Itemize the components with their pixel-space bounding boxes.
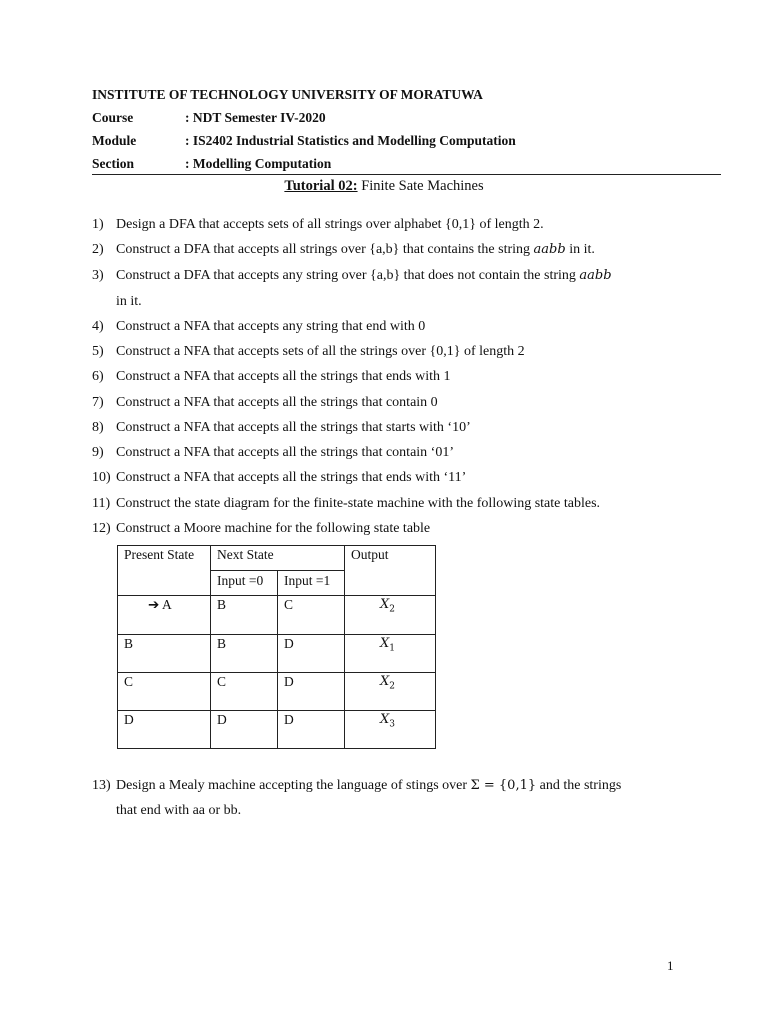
question-text: Design a Mealy machine accepting the language of stings over Σ = {0,1} and the strings — [116, 778, 622, 793]
question-3-continuation: in it. — [116, 294, 142, 309]
output-cell: $X_3$ — [345, 711, 436, 749]
module-value: : IS2402 Industrial Statistics and Modelling Computation — [185, 133, 516, 148]
table-row — [118, 635, 436, 673]
question-text: Construct a NFA that accepts all the strings that starts with ‘10’ — [116, 420, 471, 435]
output-cell: $X_2$ — [345, 596, 436, 635]
question-text: Construct a DFA that accepts any string over {a,b} that does not contain the string aabb — [116, 268, 612, 283]
state-cell: B — [118, 635, 211, 673]
header-present-state: Present State — [118, 546, 211, 596]
state-cell: C — [118, 673, 211, 711]
next-state-input-0: D — [211, 711, 278, 749]
state-cell: ➔ A — [118, 596, 211, 635]
math-string: aabb — [533, 242, 566, 257]
question-text: Construct a NFA that accepts all the strings that contain ‘01’ — [116, 445, 454, 460]
question-text: Construct a DFA that accepts all strings over {a,b} that contains the string aabb in it. — [116, 242, 595, 257]
question-1 — [0, 217, 768, 237]
section-label: Section — [92, 156, 134, 171]
question-number: 12) — [92, 521, 111, 536]
tutorial-number: Tutorial 02: — [284, 178, 358, 194]
state-cell: D — [118, 711, 211, 749]
question-10 — [0, 470, 768, 490]
question-number: 4) — [92, 319, 104, 334]
table-row — [118, 711, 436, 749]
question-number: 7) — [92, 395, 104, 410]
question-13 — [0, 778, 768, 798]
next-state-input-0: B — [211, 596, 278, 635]
question-text: Design a DFA that accepts sets of all strings over alphabet {0,1} of length 2. — [116, 217, 544, 232]
question-number: 11) — [92, 496, 111, 511]
question-12 — [0, 521, 768, 541]
question-text: Construct the state diagram for the finite-state machine with the following state tables. — [116, 496, 601, 511]
question-9 — [0, 445, 768, 465]
state-table — [117, 545, 436, 749]
next-state-input-0: B — [211, 635, 278, 673]
page-number: 1 — [667, 958, 674, 973]
question-6 — [0, 369, 768, 389]
question-text: Construct a NFA that accepts all the strings that ends with 1 — [116, 369, 451, 384]
next-state-input-1: D — [278, 673, 345, 711]
output-cell: $X_2$ — [345, 673, 436, 711]
question-13-continuation: that end with aa or bb. — [116, 803, 242, 818]
math-sigma: Σ = {0,1} — [470, 778, 537, 793]
question-number: 6) — [92, 369, 104, 384]
institute-heading: INSTITUTE OF TECHNOLOGY UNIVERSITY OF MORATUWA — [92, 87, 483, 102]
question-number: 8) — [92, 420, 104, 435]
table-row — [118, 673, 436, 711]
header-input-0: Input =0 — [211, 571, 278, 596]
section-value: : Modelling Computation — [185, 156, 332, 171]
question-number: 1) — [92, 217, 104, 232]
start-arrow-icon: ➔ — [148, 597, 160, 613]
table-row — [118, 596, 436, 635]
module-label: Module — [92, 133, 137, 148]
question-8 — [0, 420, 768, 440]
question-7 — [0, 395, 768, 415]
question-11 — [0, 496, 768, 516]
question-number: 9) — [92, 445, 104, 460]
question-number: 3) — [92, 268, 104, 283]
question-text: Construct a NFA that accepts sets of all the strings over {0,1} of length 2 — [116, 344, 525, 359]
header-divider — [92, 174, 721, 175]
question-4 — [0, 319, 768, 339]
question-2 — [0, 242, 768, 262]
course-value: : NDT Semester IV-2020 — [185, 110, 326, 125]
next-state-input-1: D — [278, 635, 345, 673]
output-cell: $X_1$ — [345, 635, 436, 673]
header-input-1: Input =1 — [278, 571, 345, 596]
question-number: 2) — [92, 242, 104, 257]
header-output: Output — [345, 546, 436, 596]
next-state-input-0: C — [211, 673, 278, 711]
question-number: 5) — [92, 344, 104, 359]
question-text: Construct a Moore machine for the following state table — [116, 521, 431, 536]
question-number: 13) — [92, 778, 111, 793]
question-3 — [0, 268, 768, 288]
header-next-state: Next State — [211, 546, 345, 571]
question-text: Construct a NFA that accepts all the strings that ends with ‘11’ — [116, 470, 467, 485]
question-5 — [0, 344, 768, 364]
next-state-input-1: C — [278, 596, 345, 635]
question-number: 10) — [92, 470, 111, 485]
question-text: Construct a NFA that accepts all the strings that contain 0 — [116, 395, 438, 410]
question-text: Construct a NFA that accepts any string that end with 0 — [116, 319, 426, 334]
tutorial-title — [0, 178, 768, 195]
tutorial-topic: Finite Sate Machines — [361, 178, 484, 194]
course-label: Course — [92, 110, 134, 125]
next-state-input-1: D — [278, 711, 345, 749]
math-string: aabb — [579, 268, 612, 283]
